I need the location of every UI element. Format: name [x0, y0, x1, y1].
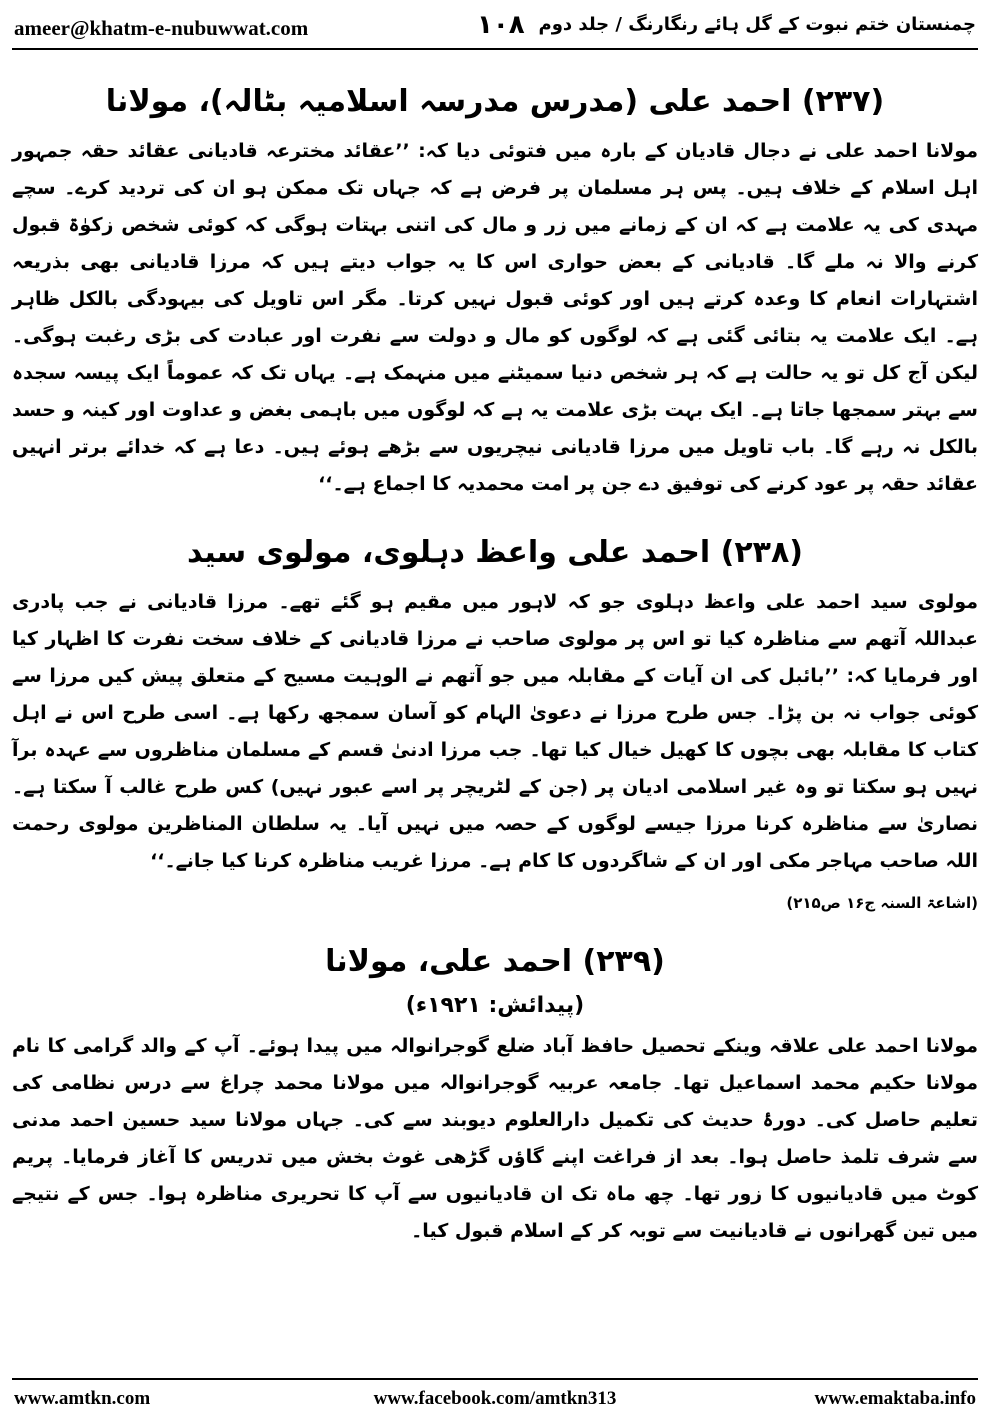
footer-link-amtkn[interactable]: www.amtkn.com [14, 1388, 151, 1409]
footer-link-facebook[interactable]: www.facebook.com/amtkn313 [373, 1388, 617, 1409]
section-238-title: (۲۳۸) احمد علی واعظ دہلوی، مولوی سید [187, 535, 803, 570]
section-239-title: (۲۳۹) احمد علی، مولانا [325, 944, 665, 979]
footer-link-emaktaba[interactable]: www.emaktaba.info [814, 1388, 976, 1409]
page-content [12, 54, 978, 1250]
section-239-subtitle: (پیدائش: ۱۹۲۱ء) [405, 993, 585, 1018]
header-email: ameer@khatm-e-nubuwwat.com [14, 16, 309, 40]
page-number: ۱۰۸ [477, 10, 525, 40]
section-237-body: مولانا احمد علی نے دجال قادیان کے بارہ میں فتوئی دیا کہ: ’’عقائد مخترعہ قادیانی عقائد حقہ جمہور اہل اسلام کے خلاف ہیں۔ پس ہر مسلمان پر فرض ہے کہ جہاں تک ممکن ہو ان کی تردید کرے۔ سچے مہدی کی یہ علامت ہے کہ ان کے زمانے میں زر و مال کی اتنی بہتات ہوگی کہ کوئی شخص زکوٰۃ قبول کرنے والا نہ ملے گا۔ قادیانی کے بعض حواری اس کا یہ جواب دیتے ہیں کہ مرزا قادیانی بھی بذریعہ اشتہارات انعام کا وعدہ کرتے ہیں اور کوئی قبول نہیں کرتا۔ مگر اس تاویل کی بیہودگی بالکل ظاہر ہے۔ ایک علامت یہ بتائی گئی ہے کہ لوگوں کو مال و دولت سے نفرت اور عبادت کی بڑی رغبت ہوگی۔ لیکن آج کل تو یہ حالت ہے کہ ہر شخص دنیا سمیٹنے میں منہمک ہے۔ یہاں تک کہ عموماً ایک پیسہ سجدہ سے بہتر سمجھا جاتا ہے۔ ایک بہت بڑی علامت یہ ہے کہ لوگوں میں باہمی بغض و عداوت اور کینہ و حسد بالکل نہ رہے گا۔ باب تاویل میں مرزا قادیانی نیچریوں سے بڑھے ہوئے ہیں۔ دعا ہے کہ خدائے برتر انہیں عقائد حقہ پر عود کرنے کی توفیق دے جن پر امت محمدیہ کا اجماع ہے۔‘‘ [12, 140, 978, 495]
section-238-body: مولوی سید احمد علی واعظ دہلوی جو کہ لاہور میں مقیم ہو گئے تھے۔ مرزا قادیانی نے جب پادری عبداللہ آتھم سے مناظرہ کیا تو اس پر مولوی صاحب نے مرزا قادیانی کے خلاف سخت نفرت کا اظہار کیا اور فرمایا کہ: ’’بائبل کی ان آیات کے مقابلہ میں جو آتھم نے الوہیت مسیح کے متعلق پیش کیں مرزا سے کوئی جواب نہ بن پڑا۔ جس طرح مرزا نے دعویٰ الہام کو آسان سمجھ رکھا ہے۔ اسی طرح اس نے اہل کتاب کا مقابلہ بھی بچوں کا کھیل خیال کیا تھا۔ جب مرزا ادنیٰ قسم کے مسلمان مناظروں سے عہدہ برآ نہیں ہو سکتا تو وہ غیر اسلامی ادیان پر (جن کے لٹریچر پر اسے عبور نہیں) کس طرح غالب آ سکتا ہے۔ نصاریٰ سے مناظرہ کرنا مرزا جیسے لوگوں کے حصہ میں نہیں آیا۔ یہ سلطان المناظرین مولوی رحمت اللہ صاحب مہاجر مکی اور ان کے شاگردوں کا کام ہے۔ مرزا غریب مناظرہ کرنا کیا جانے۔‘‘ [12, 591, 978, 872]
page-footer [12, 1378, 978, 1414]
section-239-body: مولانا احمد علی علاقہ وینکے تحصیل حافظ آباد ضلع گوجرانوالہ میں پیدا ہوئے۔ آپ کے والد گرامی کا نام مولانا حکیم محمد اسماعیل تھا۔ جامعہ عربیہ گوجرانوالہ میں مولانا محمد چراغ سے درس نظامی کی تعلیم حاصل کی۔ دورۂ حدیث کی تکمیل دارالعلوم دیوبند سے کی۔ جہاں مولانا سید حسین احمد مدنی سے شرف تلمذ حاصل ہوا۔ بعد از فراغت اپنے گاؤں گڑھی غوث بخش میں تدریس کا آغاز فرمایا۔ پریم کوٹ میں قادیانیوں کا زور تھا۔ چھ ماہ تک ان قادیانیوں سے آپ کا تحریری مناظرہ ہوا۔ جس کے نتیجے میں تین گھرانوں نے قادیانیت سے توبہ کر کے اسلام قبول کیا۔ [12, 1035, 978, 1242]
section-238-reference: (اشاعۃ السنہ ج۱۶ ص۲۱۵) [786, 894, 978, 912]
page-header [12, 8, 978, 50]
book-title: چمنستان ختم نبوت کے گل ہائے رنگارنگ / جلد دوم [538, 14, 976, 35]
section-237-title: (۲۳۷) احمد علی (مدرس مدرسہ اسلامیہ بٹالہ)، مولانا [105, 84, 885, 119]
